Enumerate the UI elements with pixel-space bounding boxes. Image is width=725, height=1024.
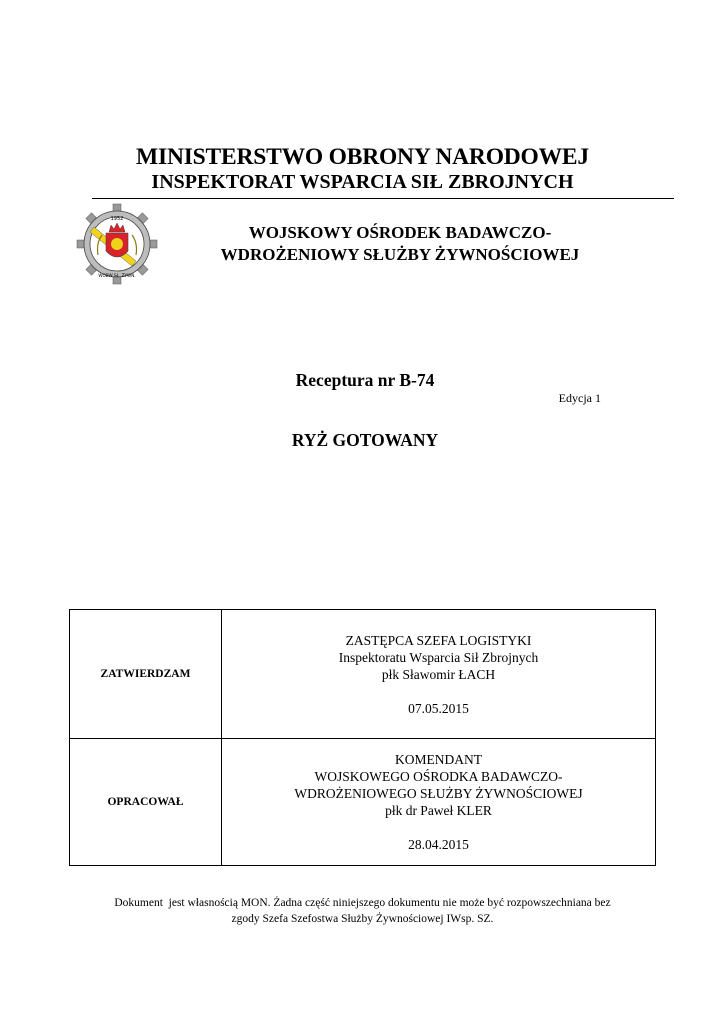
inspectorate-title: INSPEKTORAT WSPARCIA SIŁ ZBROJNYCH bbox=[151, 171, 574, 193]
institute-name bbox=[190, 222, 610, 266]
emblem-inscription: WOBW SŁ. ŻYWN. bbox=[98, 273, 136, 278]
edition-label: Edycja 1 bbox=[558, 391, 601, 405]
authoring-date: 28.04.2015 bbox=[408, 837, 469, 852]
institute-line-2: WDROŻENIOWY SŁUŻBY ŻYWNOŚCIOWEJ bbox=[220, 245, 580, 264]
recipe-name: RYŻ GOTOWANY bbox=[291, 430, 439, 450]
approval-table bbox=[69, 609, 656, 866]
approval-date: 07.05.2015 bbox=[408, 701, 469, 716]
approval-label: OPRACOWAŁ bbox=[70, 739, 222, 865]
author-title: KOMENDANT bbox=[395, 752, 482, 767]
approval-row bbox=[70, 610, 655, 739]
institute-emblem-icon bbox=[76, 203, 158, 285]
approval-content bbox=[222, 739, 655, 877]
approval-label: ZATWIERDZAM bbox=[70, 610, 222, 738]
emblem-graphic bbox=[76, 203, 158, 285]
approval-row bbox=[70, 739, 655, 865]
approver-unit: Inspektoratu Wsparcia Sił Zbrojnych bbox=[338, 650, 539, 665]
approval-content bbox=[222, 610, 655, 760]
ministry-title: MINISTERSTWO OBRONY NARODOWEJ bbox=[136, 144, 589, 170]
author-unit-1: WOJSKOWEGO OŚRODKA BADAWCZO- bbox=[314, 769, 563, 784]
notice-line-2: zgody Szefa Szefostwa Służby Żywnościowej IWsp. SZ. bbox=[231, 913, 494, 925]
approver-title: ZASTĘPCA SZEFA LOGISTYKI bbox=[345, 633, 532, 648]
ownership-notice bbox=[60, 895, 665, 927]
header-divider bbox=[92, 198, 674, 199]
author-name: płk dr Paweł KLER bbox=[385, 803, 492, 818]
institute-line-1: WOJSKOWY OŚRODEK BADAWCZO- bbox=[248, 223, 552, 242]
notice-line-1: Dokument jest własnością MON. Żadna część niniejszego dokumentu nie może być rozpowszechniana bez bbox=[114, 897, 611, 909]
author-unit-2: WDROŻENIOWEGO SŁUŻBY ŻYWNOŚCIOWEJ bbox=[294, 786, 583, 801]
emblem-year: 1952 bbox=[110, 216, 124, 222]
approver-name: płk Sławomir ŁACH bbox=[381, 667, 496, 682]
recipe-number: Receptura nr B-74 bbox=[295, 370, 435, 390]
